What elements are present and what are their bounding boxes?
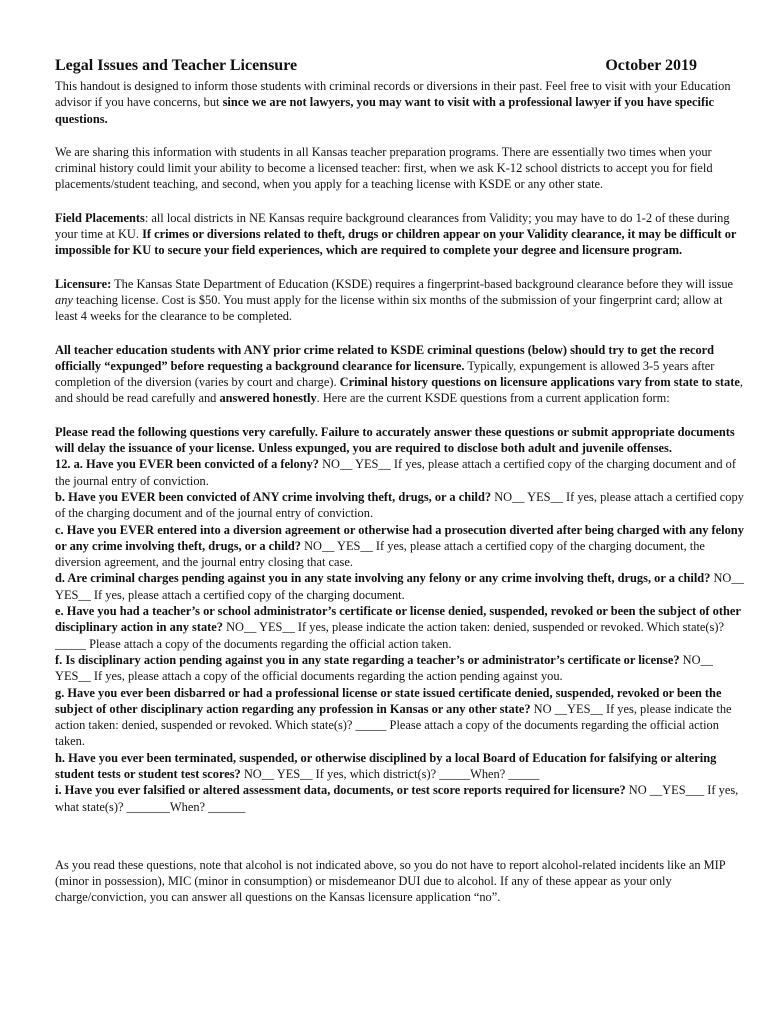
sharing-paragraph: We are sharing this information with students in all Kansas teacher preparation programs. There are essentially two times when your criminal history could limit your ability to become a licensed teacher: first, when we ask K-12 school districts to accept you for field placements/student teaching, and second, when you apply for a teaching license with KSDE or any other state. — [55, 144, 713, 192]
question-item: c. Have you EVER entered into a diversion agreement or otherwise had a prosecution diverted after being charged with any felony or any crime involving theft, drugs, or a child? NO__ YES__ If yes, please attach a certified copy of the charging document, the diversion agreement, and the journal entry closing that case. — [55, 522, 744, 570]
intro-paragraph: This handout is designed to inform those students with criminal records or diversions in their past. Feel free to visit with your Education advisor if you have concerns, but since we are not lawyers, you may want to visit with a professional lawyer if you have specific questions. — [55, 79, 731, 126]
question-item: e. Have you had a teacher’s or school administrator’s certificate or license denied, suspended, revoked or been the subject of other disciplinary action in any state? NO__ YES__ If yes, please indicate the action taken: denied, suspended or revoked. Which state(s)? _____ Please attach a copy of the documents regarding the official action taken. — [55, 604, 741, 651]
document-date: October 2019 — [605, 57, 697, 74]
question-item: d. Are criminal charges pending against you in any state involving any felony or any crime involving theft, drugs, or a child? NO__ YES__ If yes, please attach a certified copy of the charging document. — [55, 571, 744, 602]
closing-paragraph: As you read these questions, note that alcohol is not indicated above, so you do not have to report alcohol-related incidents like an MIP (minor in possession), MIC (minor in consumption) or misdemeanor DUI due to alcohol. If any of these appear as your only charge/conviction, you can answer all questions on the Kansas licensure application “no”. — [55, 857, 726, 905]
licensure-paragraph: Licensure: The Kansas State Department of Education (KSDE) requires a fingerprint-based background clearance before they will issue any teaching license. Cost is $50. You must apply for the license within six months of the submission of your fingerprint card; allow at least 4 weeks for the clearance to be completed. — [55, 276, 734, 324]
question-item: 12. a. Have you EVER been convicted of a felony? NO__ YES__ If yes, please attach a certified copy of the charging document and of the journal entry of conviction. — [55, 457, 736, 488]
document-page — [55, 56, 745, 923]
question-item: i. Have you ever falsified or altered assessment data, documents, or test score reports required for licensure? NO __YES___ If yes, what state(s)? _______When? ______ — [55, 783, 739, 814]
document-title: Legal Issues and Teacher Licensure — [55, 57, 298, 74]
document-header — [55, 56, 745, 76]
questions-preamble: Please read the following questions very carefully. Failure to accurately answer these questions or submit appropriate documents will delay the issuance of your license. Unless expunged, you are required to disclose both adult and juvenile offenses. — [55, 424, 735, 456]
question-item: g. Have you ever been disbarred or had a professional license or state issued certificate denied, suspended, revoked or been the subject of other disciplinary action regarding any profession in Kansas or any other state? NO __YES__ If yes, please indicate the action taken: denied, suspended or revoked. Which state(s)? _____ Please attach a copy of the documents regarding the official action taken. — [55, 685, 732, 749]
question-item: f. Is disciplinary action pending against you in any state regarding a teacher’s or administrator’s certificate or license? NO__ YES__ If yes, please attach a copy of the official documents regarding the action pending against you. — [55, 652, 713, 684]
licensure-label: Licensure: — [55, 276, 112, 291]
spacer — [55, 815, 745, 857]
question-item: b. Have you EVER been convicted of ANY crime involving theft, drugs, or a child? NO__ YES__ If yes, please attach a certified copy of the charging document and of the journal entry of conviction. — [55, 489, 744, 521]
ksde-questions — [55, 424, 745, 815]
field-placements-paragraph: Field Placements: all local districts in NE Kansas require background clearances from Validity; you may have to do 1-2 of these during your time at KU. If crimes or diversions related to theft, drugs or children appear on your Validity clearance, it may be difficult or impossible for KU to secure your field experiences, which are required to complete your degree and licensure program. — [55, 210, 737, 258]
field-placements-label: Field Placements — [55, 210, 145, 225]
question-item: h. Have you ever been terminated, suspended, or otherwise disciplined by a local Board of Education for falsifying or altering student tests or student test scores? NO__ YES__ If yes, which district(s)? _____When? _____ — [55, 750, 717, 781]
expungement-paragraph: All teacher education students with ANY prior crime related to KSDE criminal questions (below) should try to get the record officially “expunged” before requesting a background clearance for licensure. Typically, expungement is allowed 3-5 years after completion of the diversion (varies by court and charge). Criminal history questions on licensure applications vary from state to state, and should be read carefully and answered honestly. Here are the current KSDE questions from a current application form: — [55, 342, 743, 406]
